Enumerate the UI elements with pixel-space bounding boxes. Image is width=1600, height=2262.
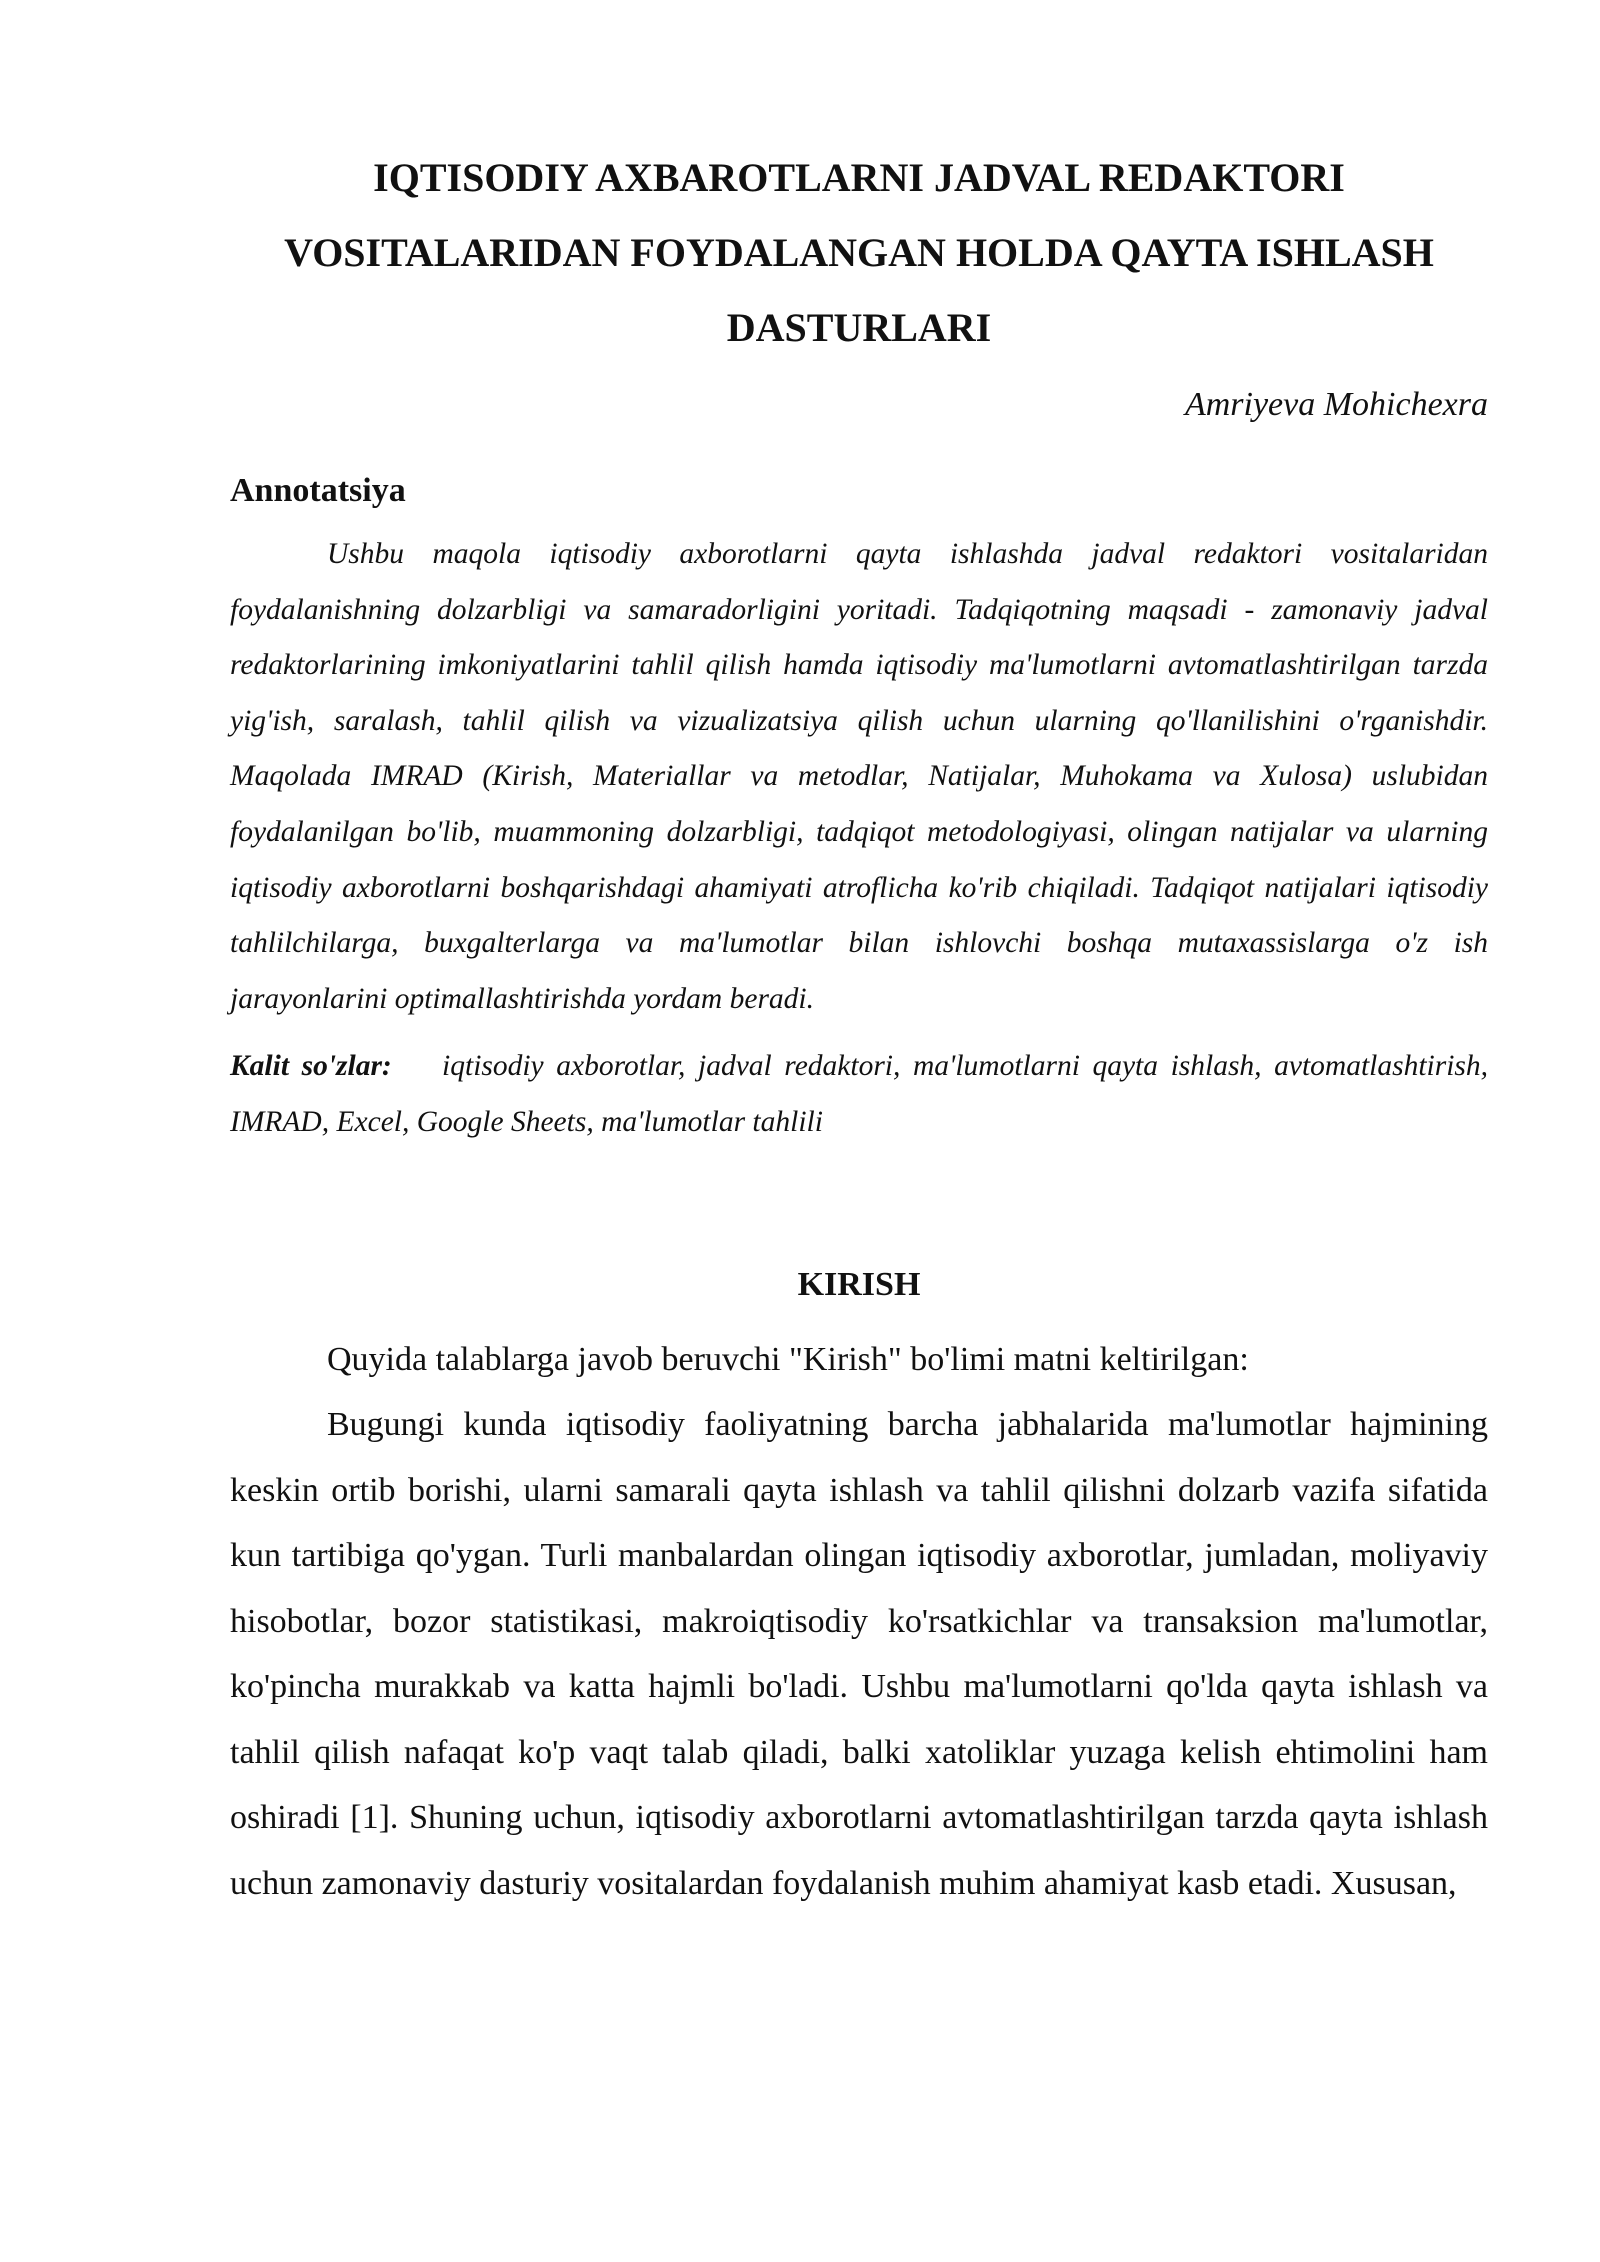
paper-title: [230, 140, 1488, 365]
kirish-heading: KIRISH: [797, 1265, 921, 1303]
keywords-label: Kalit so'zlar:: [230, 1050, 392, 1083]
annotation-text: Ushbu maqola iqtisodiy axborotlarni qayta ishlashda jadval redaktori vositalaridan foydalanishning dolzarbligi va samaradorligini yoritadi. Tadqiqotning maqsadi - zamonaviy jadval redaktorlarining imkoniyatlarini tahlil qilish hamda iqtisodiy ma'lumotlarni avtomatlashtirilgan tarzda yig'ish, saralash, tahlil qilish va vizualizatsiya qilish uchun ularning qo'llanilishini o'rganishdir. Maqolada IMRAD (Kirish, Materiallar va metodlar, Natijalar, Muhokama va Xulosa) uslubidan foydalanilgan bo'lib, muammoning dolzarbligi, tadqiqot metodologiyasi, olingan natijalar va ularning iqtisodiy axborotlarni boshqarishdagi ahamiyati atroflicha ko'rib chiqiladi. Tadqiqot natijalari iqtisodiy tahlilchilarga, buxgalterlarga va ma'lumotlar bilan ishlovchi boshqa mutaxassislarga o'z ish jarayonlarini optimallashtirishda yordam beradi.: [230, 538, 1488, 1015]
document-page: [230, 140, 1488, 1916]
author-name: Amriyeva Mohichexra: [1184, 386, 1488, 423]
title-line-2: VOSITALARIDAN FOYDALANGAN HOLDA QAYTA ISHLASH: [284, 230, 1434, 275]
keywords: [230, 1039, 1488, 1150]
kirish-intro: Quyida talablarga javob beruvchi "Kirish" bo'limi matni keltirilgan:: [327, 1340, 1249, 1378]
kirish-paragraph: Bugungi kunda iqtisodiy faoliyatning barcha jabhalarida ma'lumotlar hajmining keskin ortib borishi, ularni samarali qayta ishlash va tahlil qilishni dolzarb vazifa sifatida kun tartibiga qo'ygan. Turli manbalardan olingan iqtisodiy axborotlar, jumladan, moliyaviy hisobotlar, bozor statistikasi, makroiqtisodiy ko'rsatkichlar va transaksion ma'lumotlar, ko'pincha murakkab va katta hajmli bo'ladi. Ushbu ma'lumotlarni qo'lda qayta ishlash va tahlil qilish nafaqat ko'p vaqt talab qiladi, balki xatoliklar yuzaga kelish ehtimolini ham oshiradi [1]. Shuning uchun, iqtisodiy axborotlarni avtomatlashtirilgan tarzda qayta ishlash uchun zamonaviy dasturiy vositalardan foydalanish muhim ahamiyat kasb etadi. Xususan,: [230, 1406, 1488, 1902]
annotation-heading: Annotatsiya: [230, 472, 406, 509]
keywords-text: iqtisodiy axborotlar, jadval redaktori, ma'lumotlarni qayta ishlash, avtomatlashtirish, IMRAD, Excel, Google Sheets, ma'lumotlar tahlili: [230, 1050, 1489, 1138]
title-line-1: IQTISODIY AXBAROTLARNI JADVAL REDAKTORI: [373, 155, 1345, 200]
title-line-3: DASTURLARI: [726, 305, 992, 350]
